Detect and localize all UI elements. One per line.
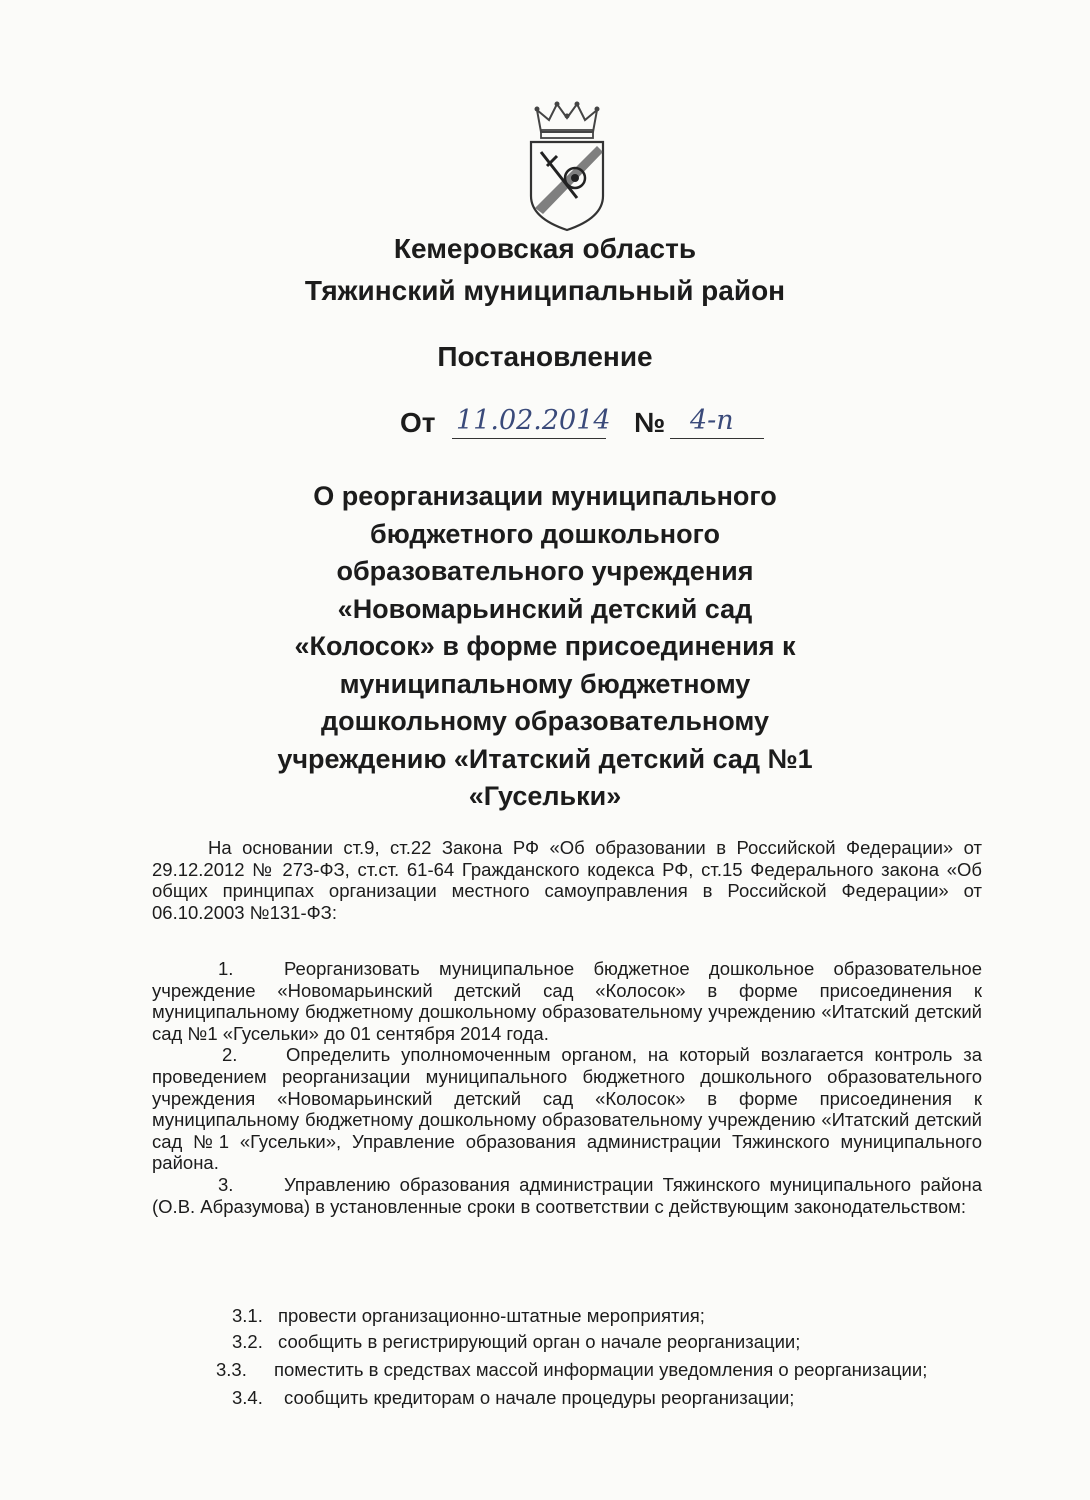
item-text: Определить уполномоченным органом, на который возлагается контроль за проведением реорганизации муниципального бюджетного дошкольного образовательного учреждения «Новомарьинский детский сад «Колосок» в форме присоединения к муниципальному бюджетному дошкольному образовательному учреждению «Итатский детский сад №1 «Гусельки», Управление образования администрации Тяжинского муниципального района. xyxy=(152,1044,982,1174)
subitem-text: сообщить кредиторам о начале процедуры реорганизации; xyxy=(284,1386,795,1408)
subitem-3-2 xyxy=(152,1329,982,1355)
subject-line: образовательного учреждения xyxy=(336,556,754,586)
date-handwritten: 11.02.2014 xyxy=(456,405,611,436)
number-underline xyxy=(670,438,764,439)
item-1 xyxy=(152,958,982,1044)
number-label: № xyxy=(634,407,666,438)
subject-line: учреждению «Итатский детский сад №1 xyxy=(277,743,813,774)
subitem-number: 3.2. xyxy=(232,1331,263,1352)
subitem-3-1 xyxy=(152,1303,982,1329)
subject-line: «Колосок» в форме присоединения к xyxy=(294,631,796,661)
item-3 xyxy=(152,1174,982,1217)
subitem-number: 3.1. xyxy=(232,1305,263,1326)
subitem-text: провести организационно-штатные мероприятия; xyxy=(278,1305,705,1326)
item-number: 3. xyxy=(218,1173,234,1195)
item-number: 1. xyxy=(218,958,234,979)
region-heading xyxy=(0,228,1090,312)
subject-line: О реорганизации муниципального xyxy=(313,481,777,511)
subject-line: «Гусельки» xyxy=(468,781,622,811)
subitem-text: сообщить в регистрирующий орган о начале реорганизации; xyxy=(278,1331,801,1352)
item-text: Управлению образования администрации Тяжинского муниципального района (О.В. Абразумова) в установленные сроки в соответствии с действующим законодательством: xyxy=(152,1173,982,1217)
item-2 xyxy=(152,1044,982,1174)
item-text: Реорганизовать муниципальное бюджетное дошкольное образовательное учреждение «Новомарьинский детский сад «Колосок» в форме присоединения к муниципальному бюджетному дошкольному образовательному учреждению «Итатский детский сад №1 «Гусельки» до 01 сентября 2014 года. xyxy=(152,958,982,1044)
region-line-2: Тяжинский муниципальный район xyxy=(304,275,786,306)
preamble-text: На основании ст.9, ст.22 Закона РФ «Об образовании в Российской Федерации» от 29.12.2012 № 273-ФЗ, ст.ст. 61-64 Гражданского кодекса РФ, ст.15 Федерального закона «Об общих принципах организации местного самоуправления в Российской Федерации» от 06.10.2003 №131-ФЗ: xyxy=(152,837,982,923)
resolution-subject xyxy=(0,478,1090,816)
resolution-subitems xyxy=(152,1303,982,1411)
number-handwritten: 4-п xyxy=(690,405,734,436)
item-number: 2. xyxy=(222,1044,238,1066)
subitem-3-3 xyxy=(152,1359,982,1381)
date-label: От xyxy=(400,407,436,438)
coat-of-arms-emblem xyxy=(527,100,607,235)
subitem-3-4 xyxy=(152,1385,982,1411)
subitem-number: 3.4. xyxy=(232,1386,263,1408)
subject-line: дошкольному образовательному xyxy=(320,706,770,736)
document-type-title: Постановление xyxy=(437,341,653,372)
subject-line: муниципальному бюджетному xyxy=(339,668,751,699)
resolution-items xyxy=(152,958,982,1217)
region-line-1: Кемеровская область xyxy=(393,233,697,264)
subitem-text: поместить в средствах массой информации уведомления о реорганизации; xyxy=(274,1359,928,1380)
subject-line: «Новомарьинский детский сад xyxy=(337,593,753,624)
date-underline xyxy=(452,438,606,439)
subitem-number: 3.3. xyxy=(216,1359,247,1380)
subject-line: бюджетного дошкольного xyxy=(370,518,720,549)
preamble-paragraph xyxy=(152,837,982,923)
